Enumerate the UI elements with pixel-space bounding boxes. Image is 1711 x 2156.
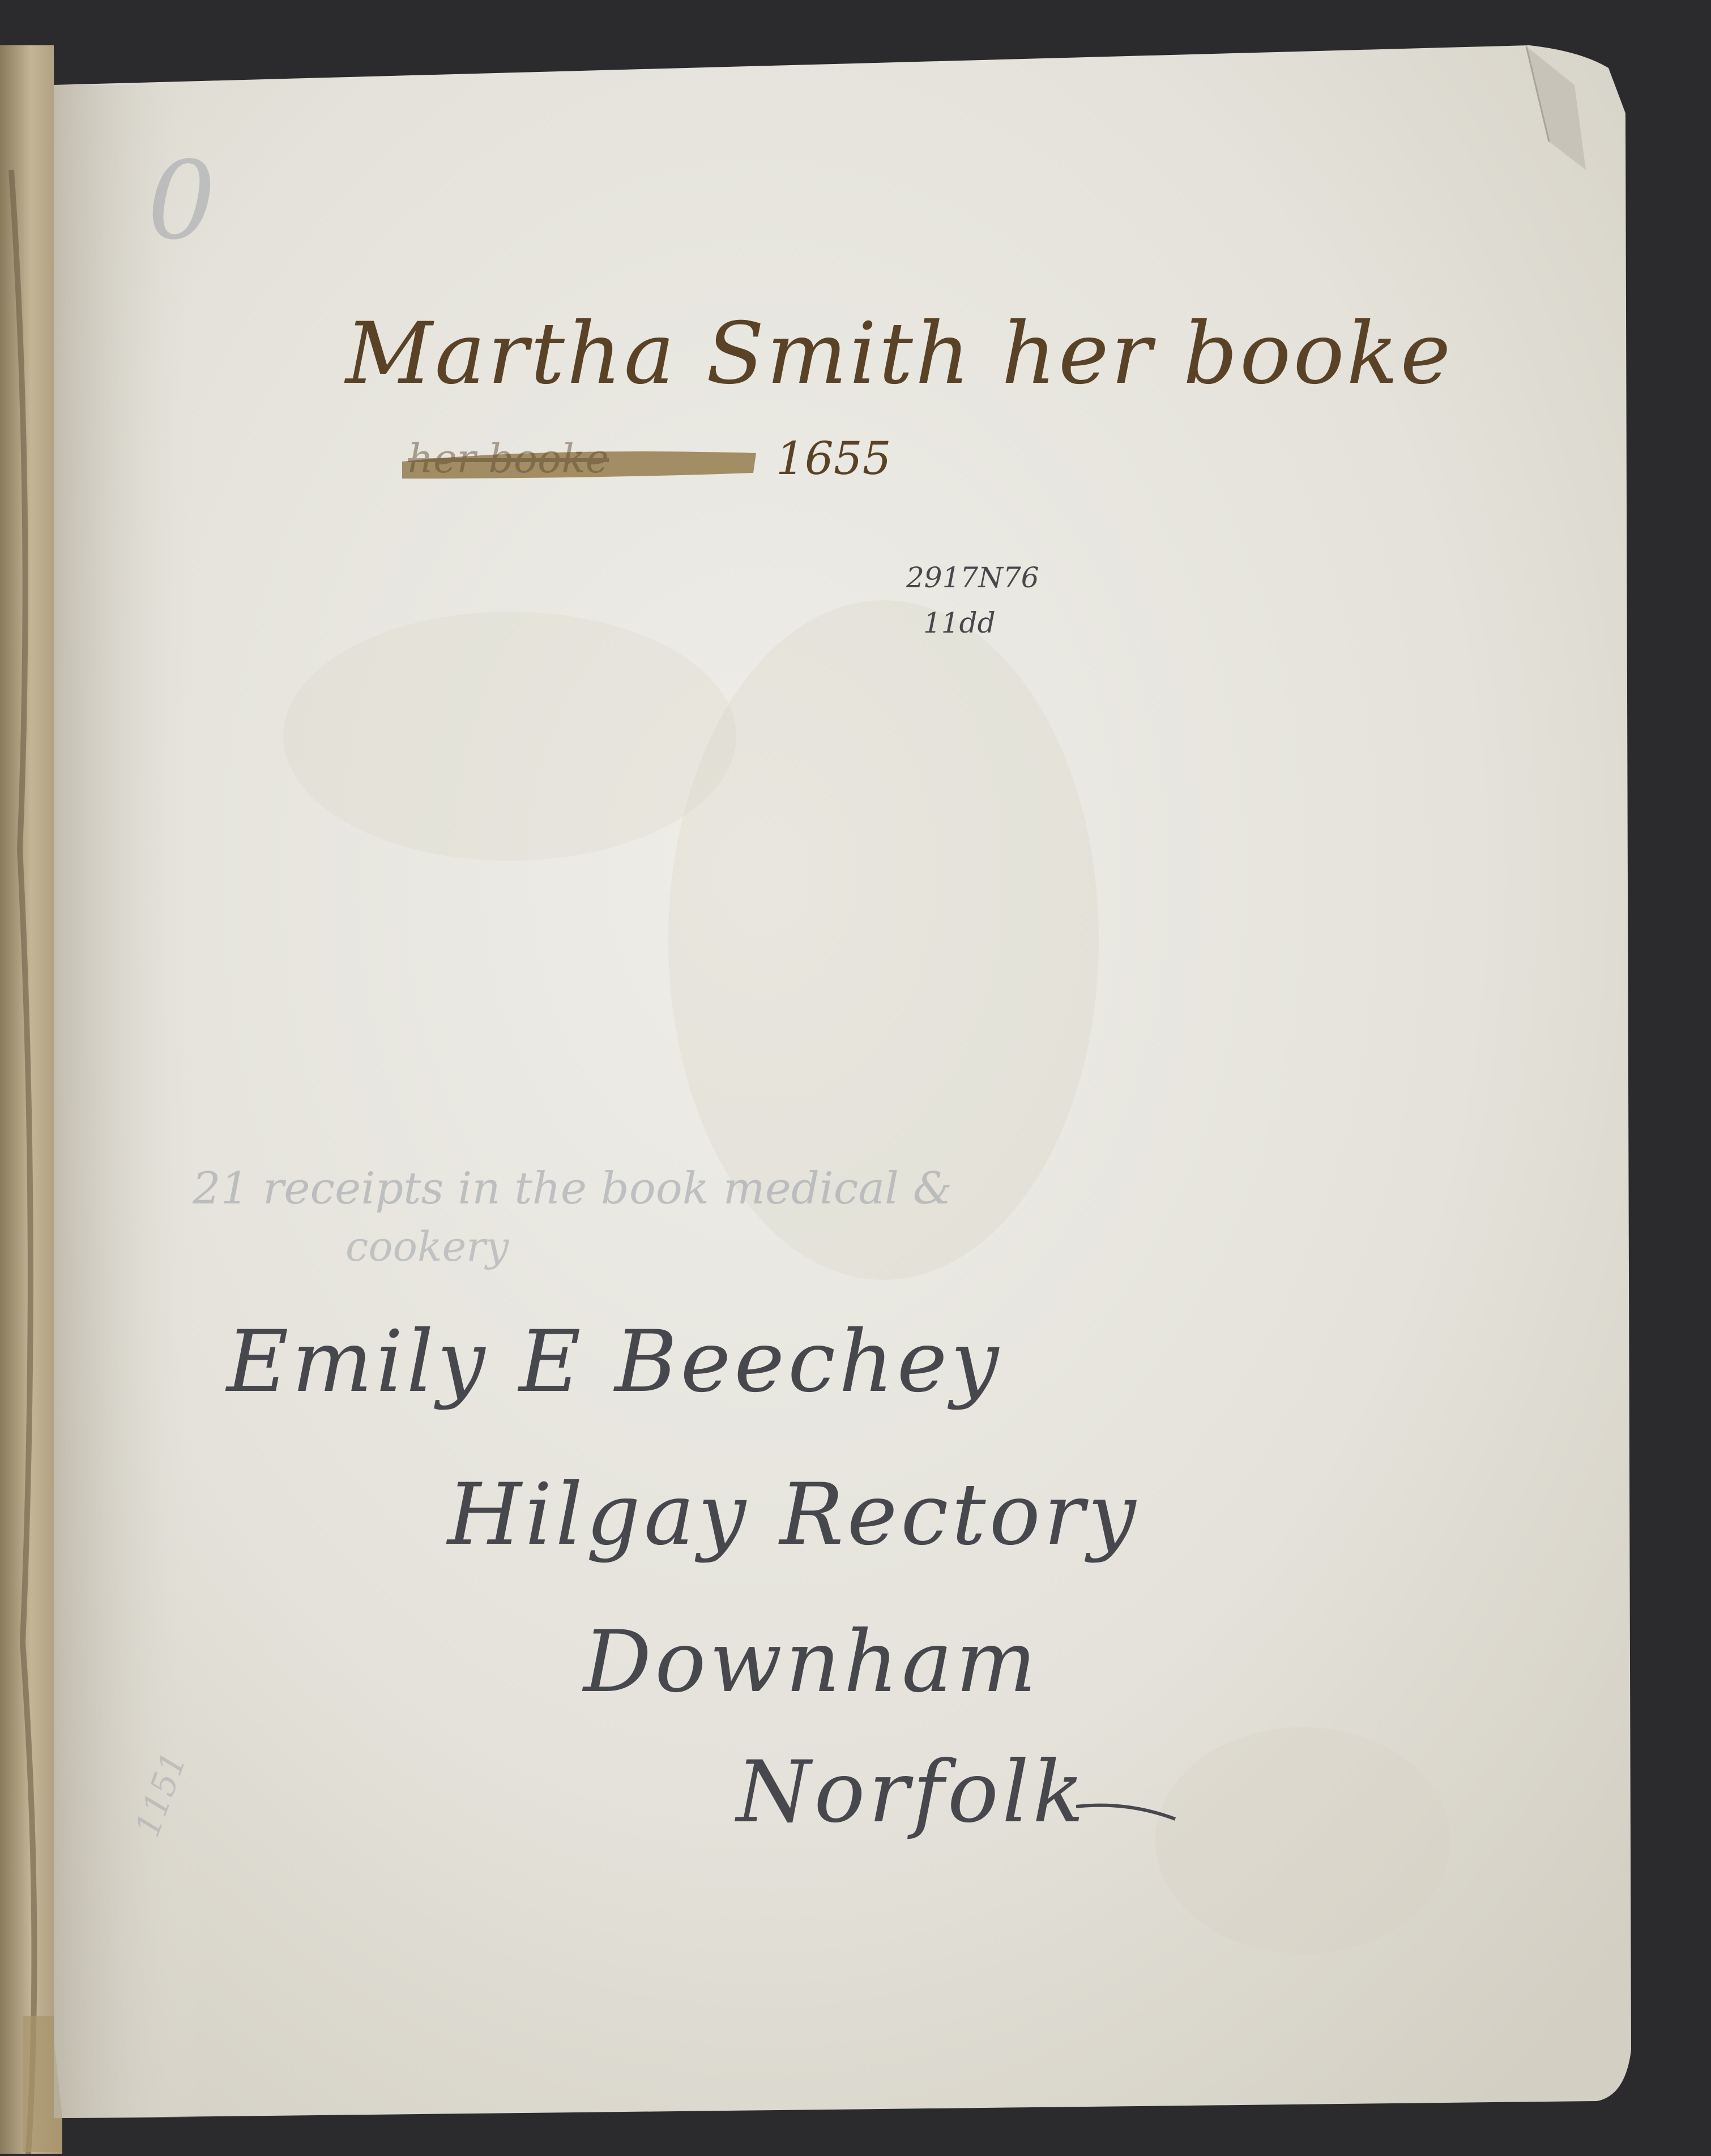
pencil-inscription-county: Norfolk bbox=[736, 1743, 1087, 1842]
shelfmark-line2: 11dd bbox=[923, 607, 996, 639]
shelfmark-line1: 2917N76 bbox=[906, 561, 1039, 594]
margin-numeral-top-left: 0 bbox=[147, 138, 216, 263]
ink-inscription-year: 1655 bbox=[776, 432, 891, 485]
county-flourish bbox=[1076, 1784, 1178, 1829]
faint-note-line1: 21 receipts in the book medical & bbox=[193, 1163, 953, 1214]
margin-number-lower-left: 1151 bbox=[127, 1747, 195, 1842]
ink-inscription-struck-text: her booke bbox=[408, 436, 609, 482]
ink-inscription-owner: Martha Smith her booke bbox=[345, 305, 1453, 403]
faint-note-line2: cookery bbox=[345, 1223, 509, 1270]
pencil-inscription-town: Downham bbox=[583, 1613, 1040, 1711]
pencil-inscription-name: Emily E Beechey bbox=[227, 1313, 1002, 1411]
pencil-inscription-place: Hilgay Rectory bbox=[447, 1466, 1140, 1564]
